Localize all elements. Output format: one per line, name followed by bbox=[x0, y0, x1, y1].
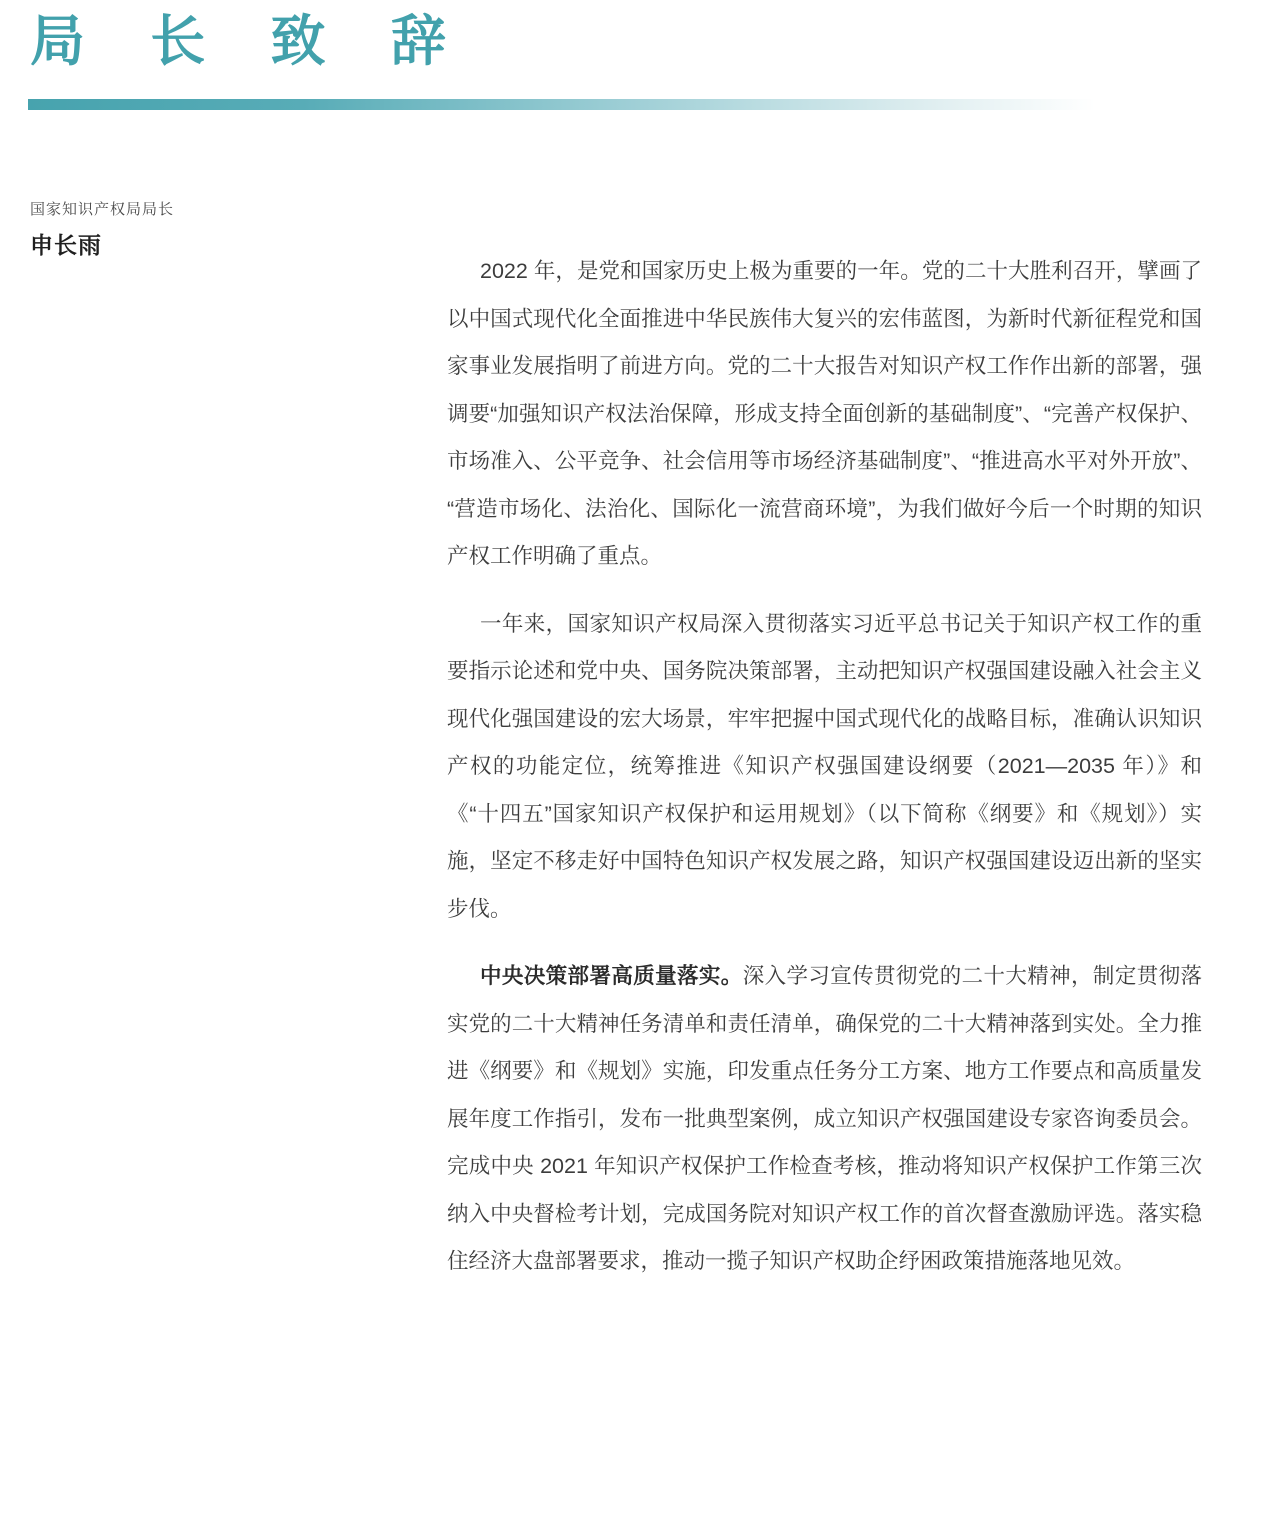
byline bbox=[30, 200, 390, 259]
title-underline-rule bbox=[28, 99, 1128, 110]
paragraph-3-text: 深入学习宣传贯彻党的二十大精神，制定贯彻落实党的二十大精神任务清单和责任清单，确保党的二十大精神落到实处。全力推进《纲要》和《规划》实施，印发重点任务分工方案、地方工作要点和高质量发展年度工作指引，发布一批典型案例，成立知识产权强国建设专家咨询委员会。完成中央 2021 年知识产权保护工作检查考核，推动将知识产权保护工作第三次纳入中央督检考计划，完成国务院对知识产权工作的首次督查激励评选。落实稳住经济大盘部署要求，推动一揽子知识产权助企纾困政策措施落地见效。 bbox=[447, 964, 1202, 1273]
body-text-column bbox=[447, 248, 1202, 1286]
byline-role: 国家知识产权局局长 bbox=[30, 201, 175, 218]
paragraph-1-text: 2022 年，是党和国家历史上极为重要的一年。党的二十大胜利召开，擘画了以中国式现代化全面推进中华民族伟大复兴的宏伟蓝图，为新时代新征程党和国家事业发展指明了前进方向。党的二十大报告对知识产权工作作出新的部署，强调要“加强知识产权法治保障，形成支持全面创新的基础制度”、“完善产权保护、市场准入、公平竞争、社会信用等市场经济基础制度”、“推进高水平对外开放”、“营造市场化、法治化、国际化一流营商环境”，为我们做好今后一个时期的知识产权工作明确了重点。 bbox=[447, 259, 1202, 568]
paragraph-2-text: 一年来，国家知识产权局深入贯彻落实习近平总书记关于知识产权工作的重要指示论述和党中央、国务院决策部署，主动把知识产权强国建设融入社会主义现代化强国建设的宏大场景，牢牢把握中国式现代化的战略目标，准确认识知识产权的功能定位，统筹推进《知识产权强国建设纲要（2021—2035 年）》和《“十四五”国家知识产权保护和运用规划》（以下简称《纲要》和《规划》）实施，坚定不移走好中国特色知识产权发展之路，知识产权强国建设迈出新的坚实步伐。 bbox=[447, 611, 1202, 921]
paragraph-1 bbox=[447, 248, 1202, 581]
paragraph-3-lead: 中央决策部署高质量落实。 bbox=[480, 964, 743, 988]
paragraph-3 bbox=[447, 953, 1202, 1286]
byline-name: 申长雨 bbox=[30, 232, 102, 258]
page-title: 局 长 致 辞 bbox=[30, 10, 471, 72]
paragraph-2 bbox=[447, 601, 1202, 934]
